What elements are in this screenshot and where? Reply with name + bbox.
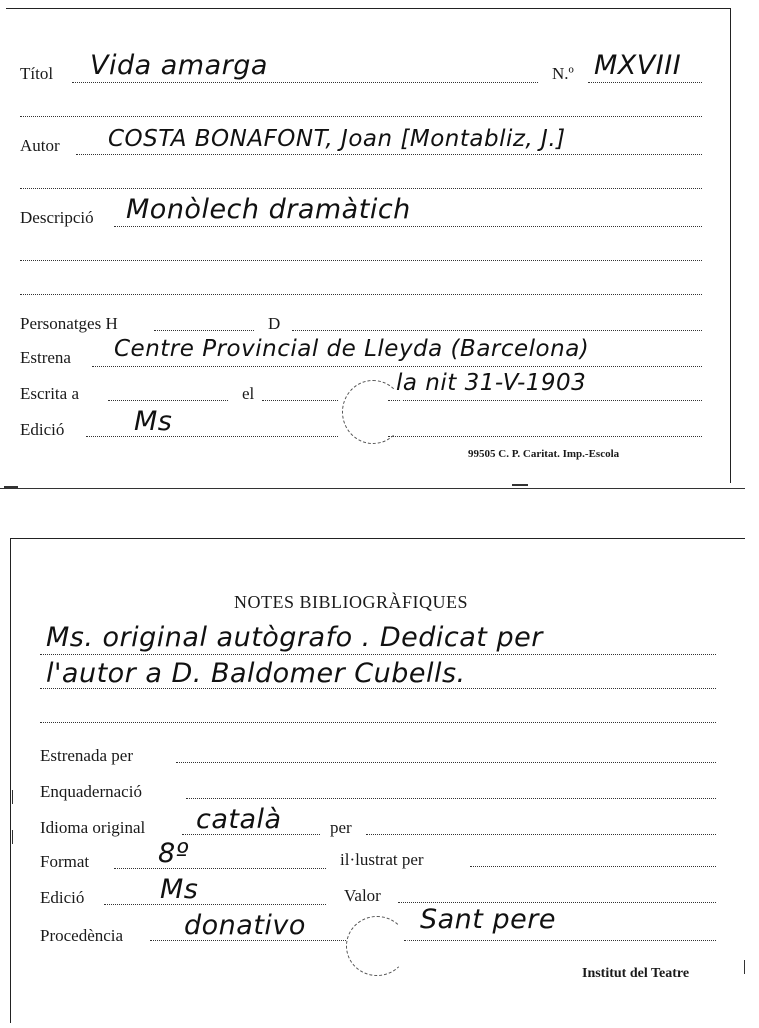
personatges-h-dotted-line [154, 330, 254, 331]
scan-edge-tick [12, 790, 13, 804]
idioma-per-dotted-line [366, 834, 716, 835]
scan-edge-fragment [512, 484, 528, 486]
edicio-dotted-line-right [388, 436, 702, 437]
card-separator-line [0, 488, 745, 489]
back-edicio-dotted-line [104, 904, 326, 905]
notes-handwritten-line1: Ms. original autògrafo . Dedicat per [46, 622, 543, 653]
descripcio-label: Descripció [20, 208, 94, 227]
idioma-per-label: per [330, 818, 352, 837]
escrita-dotted-line [108, 400, 228, 401]
valor-dotted-line [398, 902, 716, 903]
autor-handwritten: COSTA BONAFONT, Joan [Montabliz, J.] [108, 126, 566, 152]
stamp-circle-mark [346, 916, 408, 976]
illustrat-label: il·lustrat per [340, 850, 424, 869]
notes-dotted-line [40, 722, 716, 723]
titol-dotted-line [72, 82, 538, 83]
date-dotted-line [388, 400, 702, 401]
descripcio-handwritten: Monòlech dramàtich [126, 194, 411, 225]
back-edicio-label: Edició [40, 888, 85, 907]
el-label: el [242, 384, 255, 403]
personatges-label: Personatges H [20, 314, 118, 333]
blank-dotted-line [20, 116, 702, 117]
personatges-d-dotted-line [292, 330, 702, 331]
idioma-handwritten: català [196, 804, 282, 835]
autor-dotted-line [76, 154, 702, 155]
procedencia-handwritten: donativo [184, 910, 306, 941]
no-dotted-line [588, 82, 702, 83]
valor-label: Valor [344, 886, 381, 905]
format-label: Format [40, 852, 90, 871]
procedencia-handwritten-2: Sant pere [420, 904, 556, 935]
blank-dotted-line [20, 260, 702, 261]
format-dotted-line [114, 868, 326, 869]
illustrat-dotted-line [470, 866, 716, 867]
blank-dotted-line [20, 188, 702, 189]
notes-handwritten-line2: l'autor a D. Baldomer Cubells. [46, 658, 466, 689]
edicio-label: Edició [20, 420, 65, 439]
estrena-handwritten: Centre Provincial de Lleyda (Barcelona) [114, 336, 590, 362]
estrena-dotted-line [92, 366, 702, 367]
procedencia-dotted-line-right [404, 940, 716, 941]
no-handwritten: MXVIII [594, 50, 682, 81]
back-edicio-handwritten: Ms [160, 874, 199, 905]
edicio-handwritten: Ms [134, 406, 173, 437]
stamp-circle-mark [342, 380, 404, 444]
estrena-label: Estrena [20, 348, 71, 367]
institut-imprint: Institut del Teatre [582, 966, 690, 981]
idioma-label: Idioma original [40, 818, 146, 837]
enquadernacio-dotted-line [186, 798, 716, 799]
scan-edge-tick [744, 960, 745, 974]
notes-heading: NOTES BIBLIOGRÀFIQUES [234, 592, 469, 612]
edicio-dotted-line [86, 436, 338, 437]
procedencia-label: Procedència [40, 926, 124, 945]
scan-edge-tick [12, 830, 13, 844]
titol-label: Títol [20, 64, 54, 83]
autor-label: Autor [20, 136, 60, 155]
date-handwritten: la nit 31-V-1903 [396, 370, 587, 396]
d-label: D [268, 314, 281, 333]
format-handwritten: 8º [158, 838, 189, 869]
estrenada-dotted-line [176, 762, 716, 763]
estrenada-label: Estrenada per [40, 746, 133, 765]
enquadernacio-label: Enquadernació [40, 782, 142, 801]
notes-dotted-line [40, 654, 716, 655]
no-label: N.º [552, 64, 574, 83]
blank-dotted-line [20, 294, 702, 295]
printer-imprint: 99505 C. P. Caritat. Imp.-Escola [468, 448, 620, 460]
el-dotted-line [262, 400, 338, 401]
titol-handwritten: Vida amarga [90, 50, 268, 81]
descripcio-dotted-line [114, 226, 702, 227]
escrita-label: Escrita a [20, 384, 79, 403]
